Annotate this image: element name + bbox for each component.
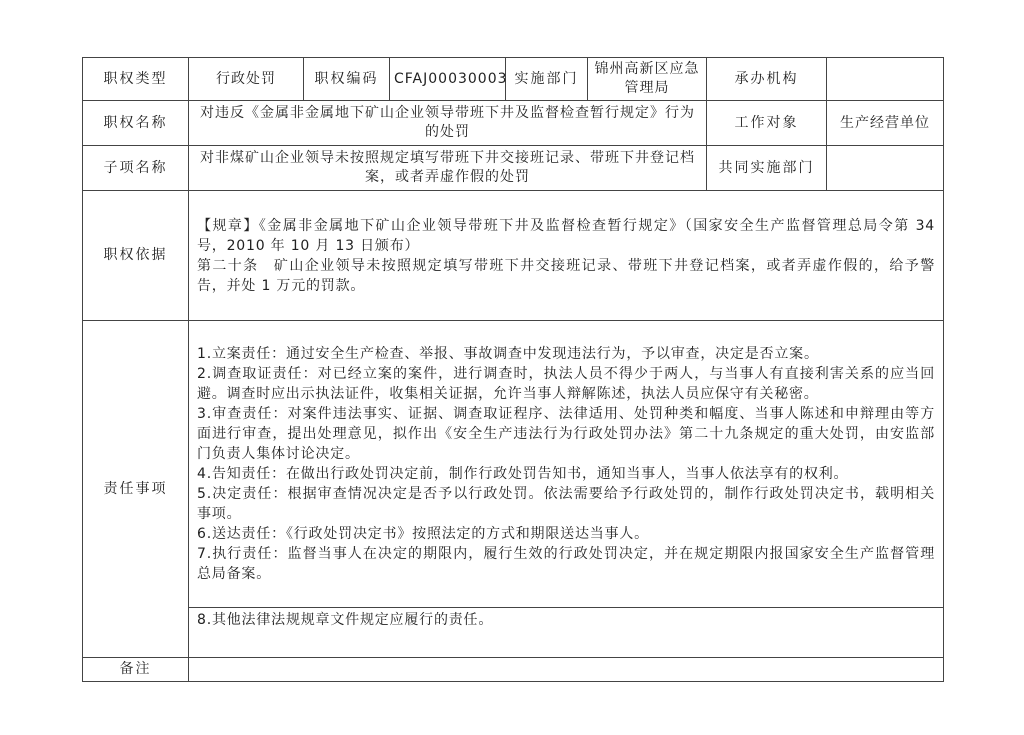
duty-item: 5.决定责任：根据审查情况决定是否予以行政处罚。依法需要给予行政处罚的，制作行政处罚决定书，载明相关事项。 xyxy=(197,486,935,522)
authority-table-sheet xyxy=(82,57,943,682)
legal-basis-article: 第二十条 矿山企业领导未按照规定填写带班下井交接班记录、带班下井登记档案，或者弄虚作假的，给予警告，并处 1 万元的罚款。 xyxy=(197,257,935,294)
label-subitem-name: 子项名称 xyxy=(83,146,189,191)
label-remarks: 备注 xyxy=(83,658,189,682)
row-subitem xyxy=(83,146,944,191)
legal-basis-content xyxy=(189,191,944,321)
duty-item: 4.告知责任：在做出行政处罚决定前，制作行政处罚告知书，通知当事人，当事人依法享有的权利。 xyxy=(197,466,849,482)
authority-name-value: 对违反《金属非金属地下矿山企业领导带班下井及监督检查暂行规定》行为的处罚 xyxy=(189,101,707,146)
label-legal-basis: 职权依据 xyxy=(83,191,189,321)
row-duties-extra xyxy=(83,608,944,658)
row-type xyxy=(83,58,944,101)
duty-item-8: 8.其他法律法规规章文件规定应履行的责任。 xyxy=(189,608,944,658)
authority-code-value: CFAJ00030003 xyxy=(390,58,506,101)
label-handling-org: 承办机构 xyxy=(707,58,827,101)
duty-item: 7.执行责任：监督当事人在决定的期限内，履行生效的行政处罚决定，并在规定期限内报国家安全生产监督管理总局备案。 xyxy=(197,546,935,582)
authority-type-value: 行政处罚 xyxy=(189,58,304,101)
label-joint-dept: 共同实施部门 xyxy=(707,146,827,191)
label-authority-type: 职权类型 xyxy=(83,58,189,101)
label-implementing-dept: 实施部门 xyxy=(506,58,588,101)
duty-item: 6.送达责任：《行政处罚决定书》按照法定的方式和期限送达当事人。 xyxy=(197,526,649,542)
joint-dept-value xyxy=(827,146,944,191)
label-authority-name: 职权名称 xyxy=(83,101,189,146)
row-duties xyxy=(83,321,944,608)
authority-table xyxy=(82,57,944,682)
duties-content xyxy=(189,321,944,608)
remarks-value xyxy=(189,658,944,682)
label-authority-code: 职权编码 xyxy=(304,58,390,101)
row-basis xyxy=(83,191,944,321)
subitem-name-value: 对非煤矿山企业领导未按照规定填写带班下井交接班记录、带班下井登记档案，或者弄虚作假的处罚 xyxy=(189,146,707,191)
label-duties: 责任事项 xyxy=(83,321,189,658)
legal-basis-regulation: 【规章】《金属非金属地下矿山企业领导带班下井及监督检查暂行规定》（国家安全生产监督管理总局令第 34 号，2010 年 10 月 13 日颁布） xyxy=(197,217,935,254)
duty-item: 3.审查责任：对案件违法事实、证据、调查取证程序、法律适用、处罚种类和幅度、当事人陈述和申辩理由等方面进行审查，提出处理意见，拟作出《安全生产违法行为行政处罚办法》第二十九条规定的重大处罚，由安监部门负责人集体讨论决定。 xyxy=(197,406,935,462)
implementing-dept-value: 锦州高新区应急管理局 xyxy=(588,58,707,101)
duty-item: 1.立案责任：通过安全生产检查、举报、事故调查中发现违法行为，予以审查，决定是否立案。 xyxy=(197,346,819,362)
handling-org-value xyxy=(827,58,944,101)
duty-item: 2.调查取证责任：对已经立案的案件，进行调查时，执法人员不得少于两人，与当事人有直接利害关系的应当回避。调查时应出示执法证件，收集相关证据，允许当事人辩解陈述，执法人员应保守有关秘密。 xyxy=(197,366,935,402)
label-work-target: 工作对象 xyxy=(707,101,827,146)
work-target-value: 生产经营单位 xyxy=(827,101,944,146)
row-remarks xyxy=(83,658,944,682)
row-name xyxy=(83,101,944,146)
